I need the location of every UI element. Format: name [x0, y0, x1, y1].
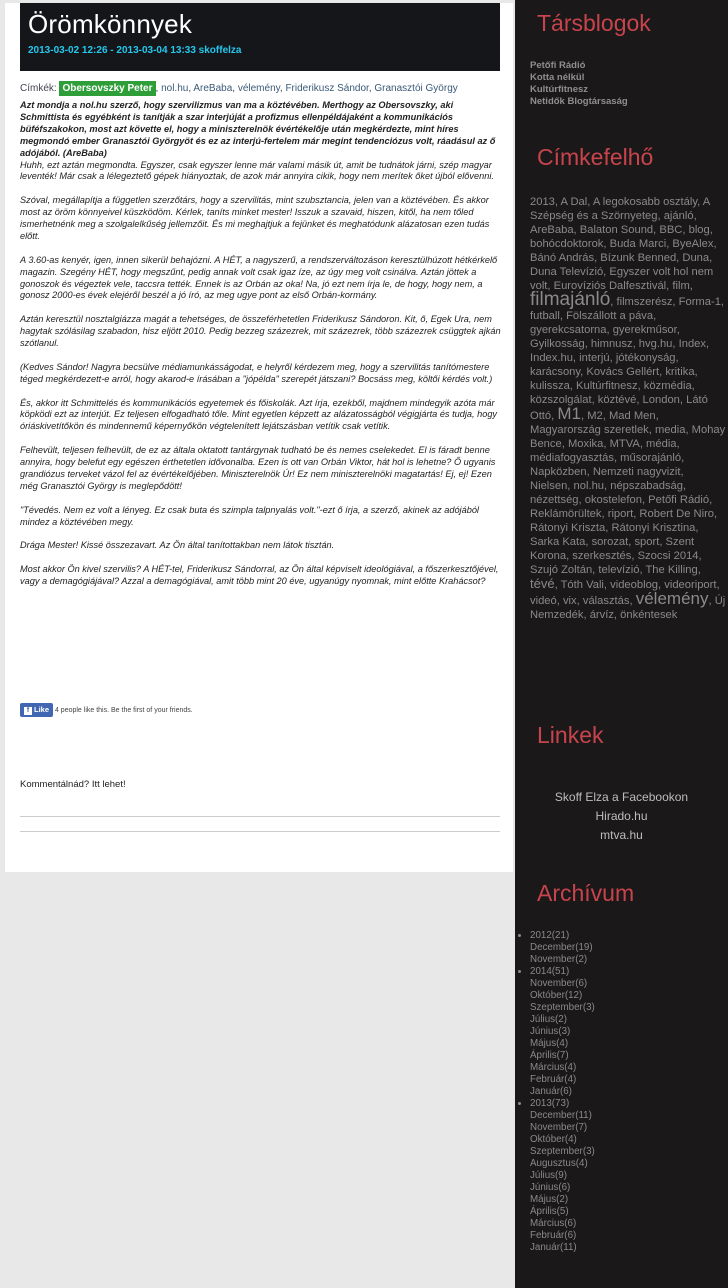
post-meta: 2013-03-02 12:26 - 2013-03-04 13:33 skoffelza — [28, 45, 242, 56]
archive-month-link[interactable]: Március(6) — [530, 1218, 577, 1229]
tags-label: Címkék: — [20, 83, 57, 94]
article-paragraph: Szóval, megállapítja a független szerzőtárs, hogy a szervilitás, mint szubsztancia, jelen van a köztévében. És akkor most az öröm könnyeivel küszködöm. Kérlek, taníts minket mester! Isszuk a szavaid, hiszen, kitől, ha nem tőled ismerhetnénk meg a szolgalelkűség jellemzőit. És mi meghajtjuk a fejünket és meghatódunk alázatosan ezen tudás előtt. — [20, 195, 490, 241]
archive-month-link[interactable]: Február(4) — [530, 1074, 577, 1085]
external-link[interactable]: Hirado.hu — [595, 809, 648, 823]
article-body — [20, 100, 502, 600]
post-tags: Címkék: Obersovszky Peter , nol.hu, AreBaba, vélemény, Friderikusz Sándor, Granasztói György — [20, 83, 458, 94]
partner-blog-link[interactable]: Kultúrfitnesz — [530, 84, 589, 95]
facebook-like-count: 4 people like this. Be the first of your friends. — [54, 706, 193, 714]
article-paragraph: A 3.60-as kenyér, igen, innen sikerül behajózni. A HÉT, a nagyszerű, a rendszerváltozáson keresztülhúzott hétkérkelő magazin. Szegény HÉT, hogy megszűnt, pedig annak volt csak igaz íze, az úgy meg volt csinálva. Aztán jöttek a gonoszok és végeztek vele, taccsra tették. Ennek is az Orbán az oka! Na, jó ezt nem írja le, de hogy, hogy nem, a gonosz 2000-es évek elejéről beszél a jó író, az meg ugye pont az első Orbán-kormány. — [20, 254, 498, 301]
article-lead: Azt mondja a nol.hu szerző, hogy szervilizmus van ma a köztévében. Merthogy az Obersovszky, aki Schmittista és egyébként is tanítják a szar interjúját a profizmus ellenpéldájaként a kommunikációs büféfszakokon, most azt követte el, hogy a miniszterelnök évértékelője után megkérdezte, mint híres megmondó ember Granasztói Györgyöt és ez az interjú-fertelem már megint tendenciózus volt, ráadásul az ő adójából. (AreBaba) — [20, 100, 496, 158]
partner-blogs-heading: Társblogok — [537, 10, 651, 36]
facebook-like-label: Like — [34, 705, 50, 714]
tag-link[interactable]: Friderikusz Sándor — [285, 83, 369, 94]
archive-month-link[interactable]: Április(7) — [530, 1050, 569, 1061]
tag-cloud-text[interactable]: , Tóth Vali, videoblog, videoriport, videó, vix, választás, — [530, 579, 720, 607]
facebook-icon: f — [24, 707, 32, 715]
archive-month-link[interactable]: Május(4) — [530, 1038, 569, 1049]
archive-year-link[interactable]: 2012(21) — [530, 930, 595, 942]
article-paragraph: Huhh, ezt aztán megmondta. Egyszer, csak egyszer lenne már valami másik út, amit be tudnátok járni, szép magyar leventék! Már csak a lélegeztető gépek hiányoztak, de azok már annyira cikik, hogy nem merítek őket újból elővenni. — [20, 159, 494, 182]
archive-month-link[interactable]: Szeptember(3) — [530, 1002, 595, 1013]
archive-month-link[interactable]: Március(4) — [530, 1062, 577, 1073]
archive-month-link[interactable]: Január(11) — [530, 1242, 577, 1253]
tag-cloud-tag[interactable]: tévé — [530, 576, 555, 591]
tag-link[interactable]: AreBaba — [193, 83, 233, 94]
links-heading: Linkek — [537, 722, 604, 748]
article-paragraph: És, akkor itt Schmittelés és kommunikációs egyetemek és főiskolák. Azt írja, ezekből, majdnem mindegyik azóta már köpködi ezt az interjút. Ez teljesen elfogadható tőle. Mint egyetlen képzett az alázatosságból végigjárta és tudja, hogy óriáskivetítőkön és mindennemű képernyőkön végtelenített lejátszásban vetítik csak vetítik. — [20, 397, 498, 432]
archive-year-link[interactable]: 2014(51) — [530, 966, 595, 978]
partner-blog-link[interactable]: Petőfi Rádió — [530, 60, 586, 71]
tag-cloud-text[interactable]: , filmszerész, Forma-1, futball, Fölszállott a páva, gyerekcsatorna, gyerekműsor, Gyilkosság, himnusz, hvg.hu, Index, Index.hu, interjú, jótékonyság, karácsony, Kovács Gellért, kritika, kulissza, Kultúrfitnesz, közmédia, közszolgálat, köztévé, London, Látó Ottó, — [530, 296, 725, 422]
archive-month-link[interactable]: November(6) — [530, 978, 588, 989]
tag-cloud-text[interactable]: 2013, A Dal, A legokosabb osztály, A Szépség és a Szörnyeteg, ajánló, AreBaba, Balaton Sound, BBC, blog, bohócdoktorok, Buda Marci, ByeAlex, Bánó András, Bízunk Benned, Duna, Duna Televízió, Egyszer volt hol nem volt, Eurovíziós Dalfesztivál, film, — [530, 196, 717, 292]
archive-heading: Archívum — [537, 880, 635, 906]
archive-month-link[interactable]: December(19) — [530, 942, 593, 953]
archive-month-link[interactable]: December(11) — [530, 1110, 592, 1121]
partner-blogs-list — [530, 60, 628, 108]
comment-link[interactable]: Kommentálnád? Itt lehet! — [20, 779, 126, 790]
article-paragraph: Drága Mester! Kissé összezavart. Az Ön által tanítottakban nem látok tisztán. — [20, 540, 335, 551]
divider — [20, 816, 500, 817]
archive-month-link[interactable]: Július(9) — [530, 1170, 568, 1181]
tag-link[interactable]: vélemény — [237, 83, 280, 94]
archive-list — [530, 930, 595, 1254]
archive-month-link[interactable]: Október(12) — [530, 990, 583, 1001]
post-title[interactable]: Örömkönnyek — [28, 9, 193, 39]
tag-cloud-big-tag[interactable]: M1 — [557, 404, 581, 423]
external-link[interactable]: Skoff Elza a Facebookon — [554, 790, 689, 804]
sidebar — [515, 0, 728, 1288]
archive-month-link[interactable]: November(2) — [530, 954, 588, 965]
archive-month-link[interactable]: Szeptember(3) — [530, 1146, 595, 1157]
archive-month-link[interactable]: November(7) — [530, 1122, 588, 1133]
archive-month-link[interactable]: Október(4) — [530, 1134, 577, 1145]
tag-cloud — [530, 195, 726, 622]
archive-month-link[interactable]: Augusztus(4) — [530, 1158, 588, 1169]
archive-month-link[interactable]: Július(2) — [530, 1014, 568, 1025]
archive-month-link[interactable]: Február(6) — [530, 1230, 577, 1241]
article-paragraph: Felhevült, teljesen felhevült, de ez az általa oktatott tantárgynak tudható be és nemes cselekedet. El is fáradt benne annyira, hogy belefut egy egészen érthetetlen idővonalba. Ezen is ott van Orbán Viktor, hát hol is lehetne? Ő ugyanis grandiózus terveket vázol fel az évértékelőjében. Miniszterelnök Úr! Ez nem miniszterelnöki magatartás! Ej, ej! Ezen még Granasztói György is meglepődött! — [20, 445, 496, 491]
tag-link[interactable]: nol.hu — [161, 83, 189, 94]
tag-cloud-text[interactable]: , Új Nemzedék, árvíz, önkéntesek — [530, 595, 726, 621]
external-link[interactable]: mtva.hu — [600, 828, 643, 842]
links-list — [515, 788, 728, 845]
facebook-like-button[interactable] — [20, 703, 53, 717]
archive-month-link[interactable]: Május(2) — [530, 1194, 569, 1205]
main-content — [5, 3, 513, 872]
article-paragraph: Most akkor Ön kivel szervilis? A HÉT-tel, Friderikusz Sándorral, az Ön által képviselt ideológiával, a főszerkesztőjével, vagy a demagógiájával? Azzal a demagógiával, amit több mint 20 éve, ugyanúgy nyomnak, mint előtte Kraháсsot? — [20, 564, 499, 587]
archive-month-link[interactable]: Június(6) — [530, 1182, 571, 1193]
article-paragraph: (Kedves Sándor! Nagyra becsülve médiamunkásságodat, e helyről kérdezem meg, hogy a szervilitás tanítómestere téged megkérdezett-e arról, hogy akarod-e írásában a "jópélda" szerepét játszani? Bocsáss meg, költői kérdés volt.) — [20, 361, 493, 384]
tag-link[interactable]: Granasztói György — [374, 83, 458, 94]
article-paragraph: "Tévedés. Nem ez volt a lényeg. Ez csak buta és szimpla talpnyalás volt."-ezt ő írja, a szerző, akinek az adójából mindez a köztévében megy. — [20, 504, 479, 527]
divider — [20, 831, 500, 832]
archive-year-link[interactable]: 2013(73) — [530, 1098, 595, 1110]
tag-cloud-big-tag[interactable]: filmajánló — [530, 289, 611, 310]
tag-link[interactable]: Obersovszky Peter — [59, 81, 155, 96]
partner-blog-link[interactable]: Kotta nélkül — [530, 72, 585, 83]
archive-month-link[interactable]: Június(3) — [530, 1026, 571, 1037]
archive-month-link[interactable]: Január(6) — [530, 1086, 572, 1097]
tag-cloud-text[interactable]: , M2, Mad Men, Magyarország szeretlek, media, Mohay Bence, Moxika, MTVA, média, médiafogyasztás, műsorajánló, Napközben, Nemzeti nagyvizit, Nielsen, nol.hu, népszabadság, nézettség, okostelefon, Petőfi Rádió, Reklámörültek, riport, Robert De Niro, Rátonyi Kriszta, Rátonyi Krisztina, Sarka Kata, sorozat, sport, Szent Korona, szerkesztés, Szocsi 2014, Szujó Zoltán, televízió, The Killing, — [530, 410, 726, 576]
facebook-like-widget — [20, 703, 193, 717]
partner-blog-link[interactable]: Netidők Blogtársaság — [530, 96, 628, 107]
tagcloud-heading: Címkefelhő — [537, 144, 654, 170]
tag-cloud-big-tag[interactable]: vélemény — [635, 589, 709, 608]
archive-month-link[interactable]: Április(5) — [530, 1206, 569, 1217]
article-paragraph: Aztán keresztül nosztalgiázza magát a tehetséges, de összeférhetetlen Friderikusz Sándoron. Kit, ő, Egek Ura, nem hagytak szólásilag szabadon, hisz eljött 2010. Pedig bezzeg százezrek, mit százezrek, több százezrek csüggtek ajkán szótlanul. — [20, 314, 501, 349]
post-header — [20, 3, 500, 71]
